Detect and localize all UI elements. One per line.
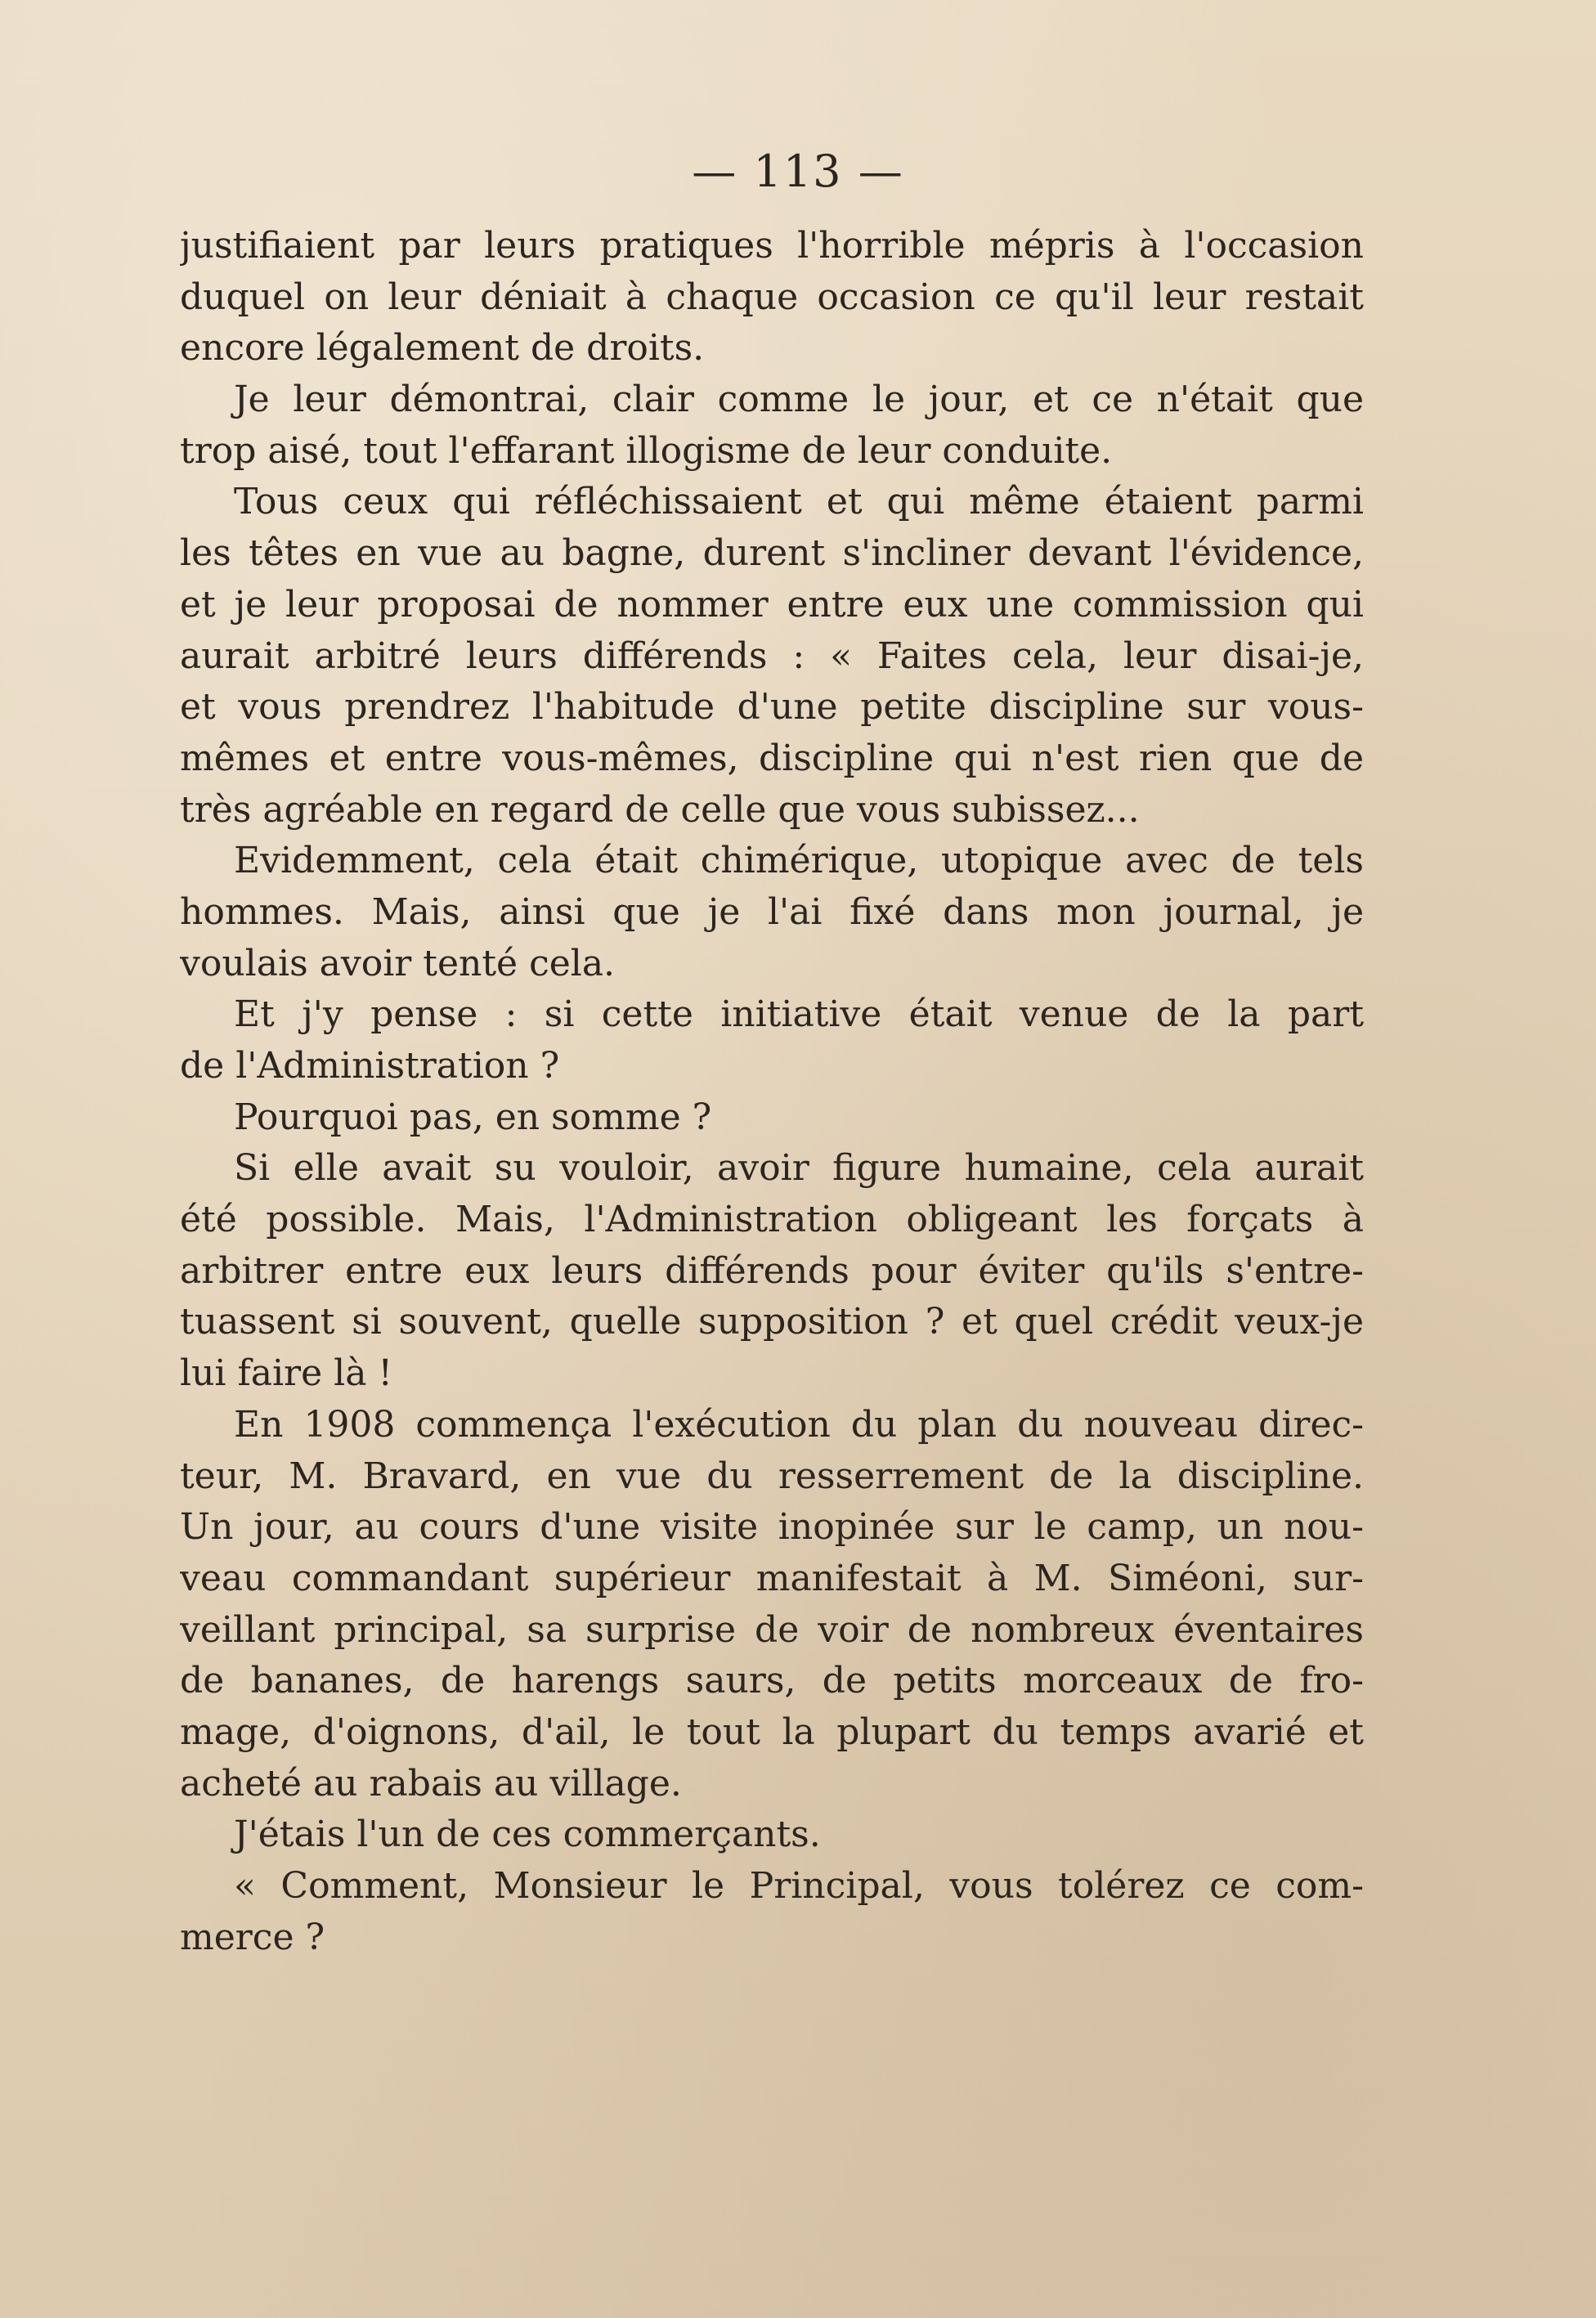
text-line: veau commandant supérieur manifestait à M. Siméoni, sur- [180,1557,1364,1599]
page-number: — 113 — [692,146,904,197]
text-line: Je leur démontrai, clair comme le jour, et ce n'était que [234,379,1364,421]
text-line: Pourquoi pas, en somme ? [234,1096,712,1138]
text-line: encore légalement de droits. [180,327,705,370]
text-line: été possible. Mais, l'Administration obligeant les forçats à [180,1199,1364,1241]
text-line: Et j'y pense : si cette initiative était venue de la part [234,993,1364,1036]
text-line: mêmes et entre vous-mêmes, discipline qui n'est rien que de [180,737,1364,779]
text-line: arbitrer entre eux leurs différends pour éviter qu'ils s'entre- [180,1249,1364,1292]
text-line: acheté au rabais au village. [180,1762,682,1805]
text-line: duquel on leur déniait à chaque occasion ce qu'il leur restait [180,276,1364,318]
text-line: teur, M. Bravard, en vue du resserrement de la discipline. [180,1455,1364,1497]
text-line: En 1908 commença l'exécution du plan du nouveau direc- [234,1403,1364,1446]
text-line: hommes. Mais, ainsi que je l'ai fixé dans mon journal, je [180,890,1364,933]
body-text [180,221,1364,1963]
text-line: veillant principal, sa surprise de voir de nombreux éventaires [180,1608,1364,1651]
text-line: de bananes, de harengs saurs, de petits morceaux de fro- [180,1660,1364,1702]
text-line: lui faire là ! [180,1352,393,1395]
text-line: les têtes en vue au bagne, durent s'incliner devant l'évidence, [180,532,1364,575]
text-line: Si elle avait su vouloir, avoir figure humaine, cela aurait [234,1147,1364,1190]
text-line: J'étais l'un de ces commerçants. [234,1814,821,1856]
text-line: tuassent si souvent, quelle supposition ? et quel crédit veux-je [180,1301,1364,1343]
text-line: voulais avoir tenté cela. [180,942,616,984]
text-line: et vous prendrez l'habitude d'une petite discipline sur vous- [180,686,1364,729]
text-line: aurait arbitré leurs différends : « Faites cela, leur disai-je, [180,634,1364,677]
text-line: « Comment, Monsieur le Principal, vous tolérez ce com- [234,1865,1364,1907]
text-line: Tous ceux qui réfléchissaient et qui même étaient parmi [234,481,1364,523]
text-line: Un jour, au cours d'une visite inopinée sur le camp, un nou- [180,1506,1364,1549]
text-line: justifiaient par leurs pratiques l'horrible mépris à l'occasion [180,225,1364,267]
text-line: très agréable en regard de celle que vous subissez... [180,788,1140,831]
text-line: trop aisé, tout l'effarant illogisme de leur conduite. [180,429,1113,472]
text-line: de l'Administration ? [180,1045,560,1087]
text-line: et je leur proposai de nommer entre eux une commission qui [180,583,1364,625]
text-line: mage, d'oignons, d'ail, le tout la plupart du temps avarié et [180,1710,1364,1753]
text-line: Evidemment, cela était chimérique, utopique avec de tels [234,840,1364,882]
text-line: merce ? [180,1916,325,1958]
